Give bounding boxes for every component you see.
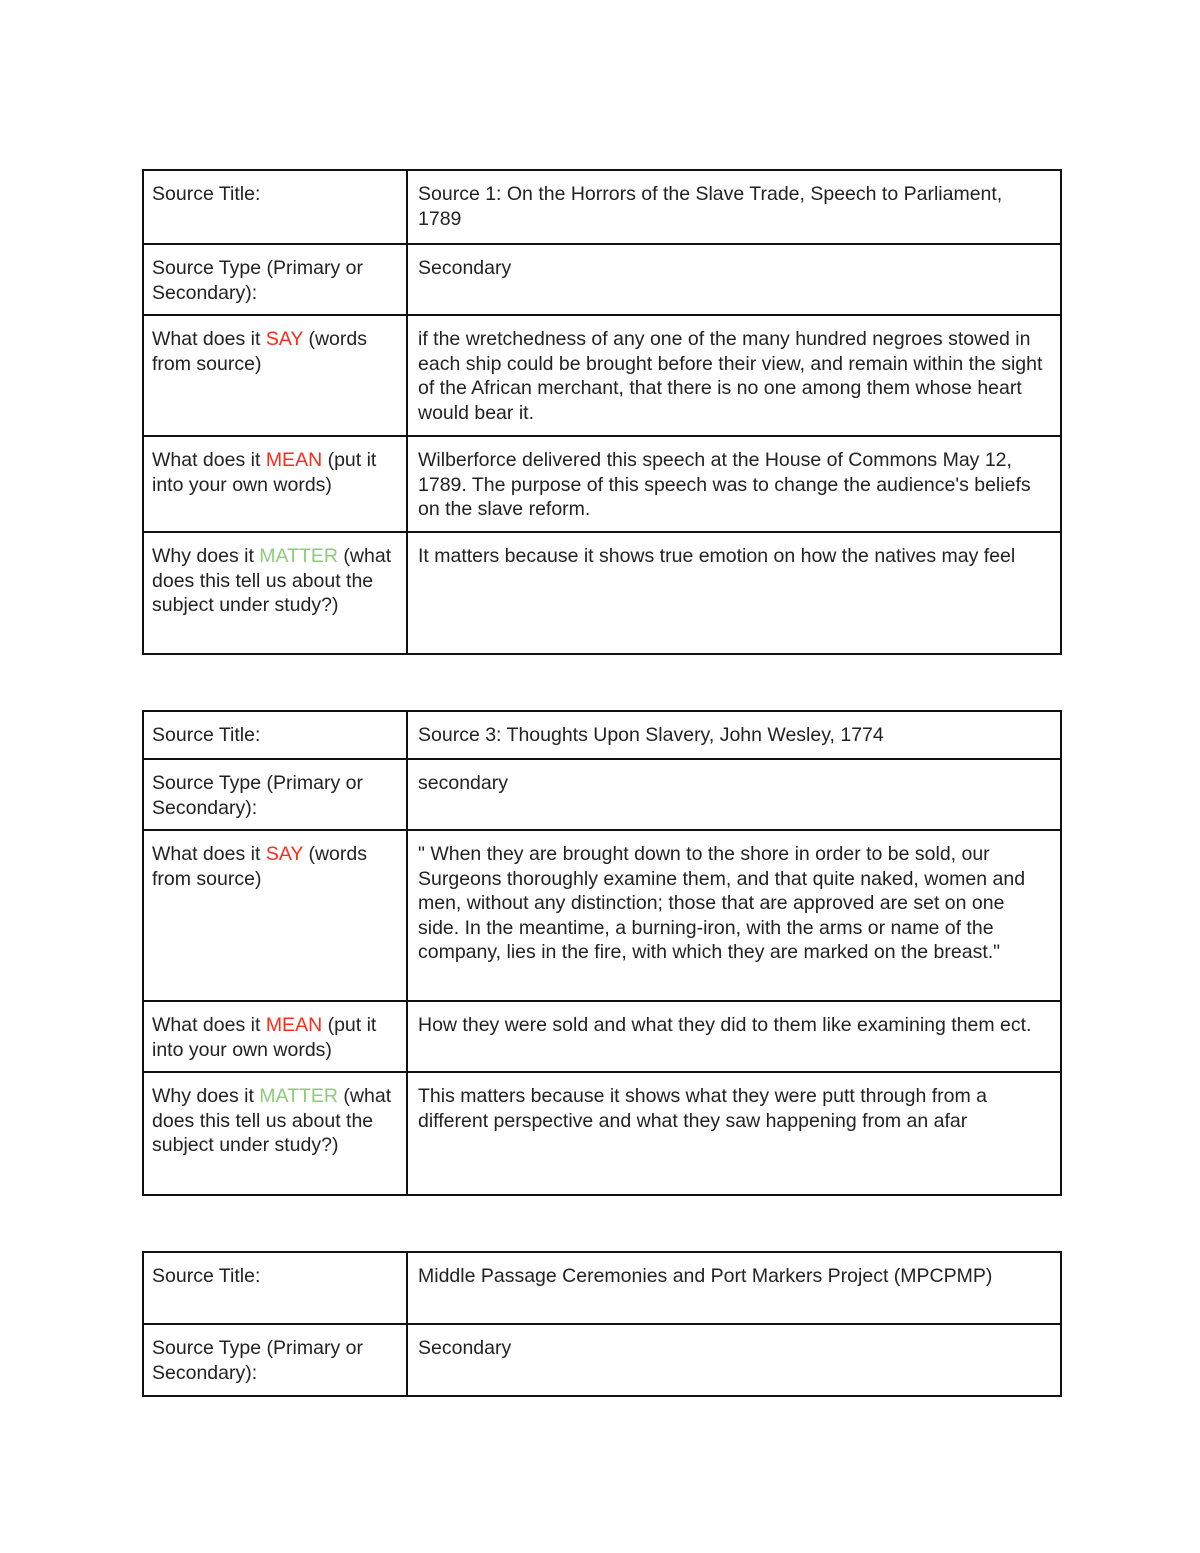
- value-source-title: [407, 1252, 1061, 1324]
- row-source-type: [143, 1324, 1061, 1396]
- keyword-mean: MEAN: [265, 1014, 323, 1036]
- value-text: Source 1: On the Horrors of the Slave Trade, Speech to Parliament, 1789: [418, 183, 1003, 230]
- keyword-matter: MATTER: [259, 545, 339, 567]
- value-text: How they were sold and what they did to them like examining them ect.: [418, 1014, 1032, 1036]
- keyword-say: SAY: [265, 328, 304, 350]
- label-source-type: [143, 759, 407, 830]
- label-say: [143, 830, 407, 1001]
- value-text: Secondary: [418, 1337, 512, 1359]
- label-source-title: [143, 170, 407, 244]
- label-prefix: Why does it: [152, 545, 260, 567]
- label-text: Source Title:: [152, 724, 261, 746]
- value-text: Wilberforce delivered this speech at the House of Commons May 12, 1789. The purpose of this speech was to change the audience's beliefs on the slave reform.: [418, 449, 1031, 520]
- label-text: Source Type (Primary or Secondary):: [152, 772, 363, 819]
- value-say: [407, 315, 1061, 436]
- label-source-type: [143, 244, 407, 315]
- value-source-title: [407, 170, 1061, 244]
- row-source-type: [143, 759, 1061, 830]
- row-source-title: [143, 711, 1061, 759]
- label-source-type: [143, 1324, 407, 1396]
- value-source-title: [407, 711, 1061, 759]
- label-mean: [143, 1001, 407, 1072]
- value-say: [407, 830, 1061, 1001]
- label-text: Source Title:: [152, 1265, 261, 1287]
- label-suffix: (words from source): [152, 843, 367, 890]
- label-text: Source Title:: [152, 183, 261, 205]
- keyword-mean: MEAN: [265, 449, 323, 471]
- row-matter: [143, 532, 1061, 654]
- value-mean: [407, 436, 1061, 532]
- label-suffix: (what does this tell us about the subject under study?): [152, 1085, 392, 1156]
- label-prefix: Why does it: [152, 1085, 260, 1107]
- value-mean: [407, 1001, 1061, 1072]
- value-source-type: [407, 759, 1061, 830]
- source-table-3: [142, 1251, 1062, 1397]
- source-table-1: [142, 169, 1062, 655]
- label-matter: [143, 1072, 407, 1195]
- label-matter: [143, 532, 407, 654]
- value-matter: [407, 532, 1061, 654]
- label-suffix: (what does this tell us about the subject under study?): [152, 545, 392, 616]
- value-text: Middle Passage Ceremonies and Port Markers Project (MPCPMP): [418, 1265, 993, 1287]
- source-table-2: [142, 710, 1062, 1196]
- label-source-title: [143, 711, 407, 759]
- label-prefix: What does it: [152, 328, 266, 350]
- label-prefix: What does it: [152, 1014, 266, 1036]
- label-source-title: [143, 1252, 407, 1324]
- label-say: [143, 315, 407, 436]
- value-source-type: [407, 244, 1061, 315]
- value-text: Source 3: Thoughts Upon Slavery, John Wesley, 1774: [418, 724, 884, 746]
- row-source-title: [143, 170, 1061, 244]
- value-text: This matters because it shows what they were putt through from a different perspective and what they saw happening from an afar: [418, 1085, 988, 1132]
- label-mean: [143, 436, 407, 532]
- value-text: if the wretchedness of any one of the many hundred negroes stowed in each ship could be brought before their view, and remain within the sight of the African merchant, that there is no one among them whose heart would bear it.: [418, 328, 1043, 424]
- row-say: [143, 830, 1061, 1001]
- value-text: " When they are brought down to the shore in order to be sold, our Surgeons thoroughly examine them, and that quite naked, women and men, without any distinction; those that are approved are set on one side. In the meantime, a burning-iron, with the arms or name of the company, lies in the fire, with which they are marked on the breast.": [418, 843, 1026, 963]
- label-text: Source Type (Primary or Secondary):: [152, 1337, 363, 1384]
- row-mean: [143, 436, 1061, 532]
- value-text: Secondary: [418, 257, 512, 279]
- label-text: Source Type (Primary or Secondary):: [152, 257, 363, 304]
- row-matter: [143, 1072, 1061, 1195]
- row-source-title: [143, 1252, 1061, 1324]
- label-suffix: (words from source): [152, 328, 367, 375]
- row-source-type: [143, 244, 1061, 315]
- row-mean: [143, 1001, 1061, 1072]
- value-text: It matters because it shows true emotion on how the natives may feel: [418, 545, 1016, 567]
- keyword-say: SAY: [265, 843, 304, 865]
- label-suffix: (put it into your own words): [152, 1014, 377, 1061]
- value-source-type: [407, 1324, 1061, 1396]
- label-prefix: What does it: [152, 843, 266, 865]
- label-prefix: What does it: [152, 449, 266, 471]
- value-matter: [407, 1072, 1061, 1195]
- label-suffix: (put it into your own words): [152, 449, 377, 496]
- keyword-matter: MATTER: [259, 1085, 339, 1107]
- value-text: secondary: [418, 772, 508, 794]
- row-say: [143, 315, 1061, 436]
